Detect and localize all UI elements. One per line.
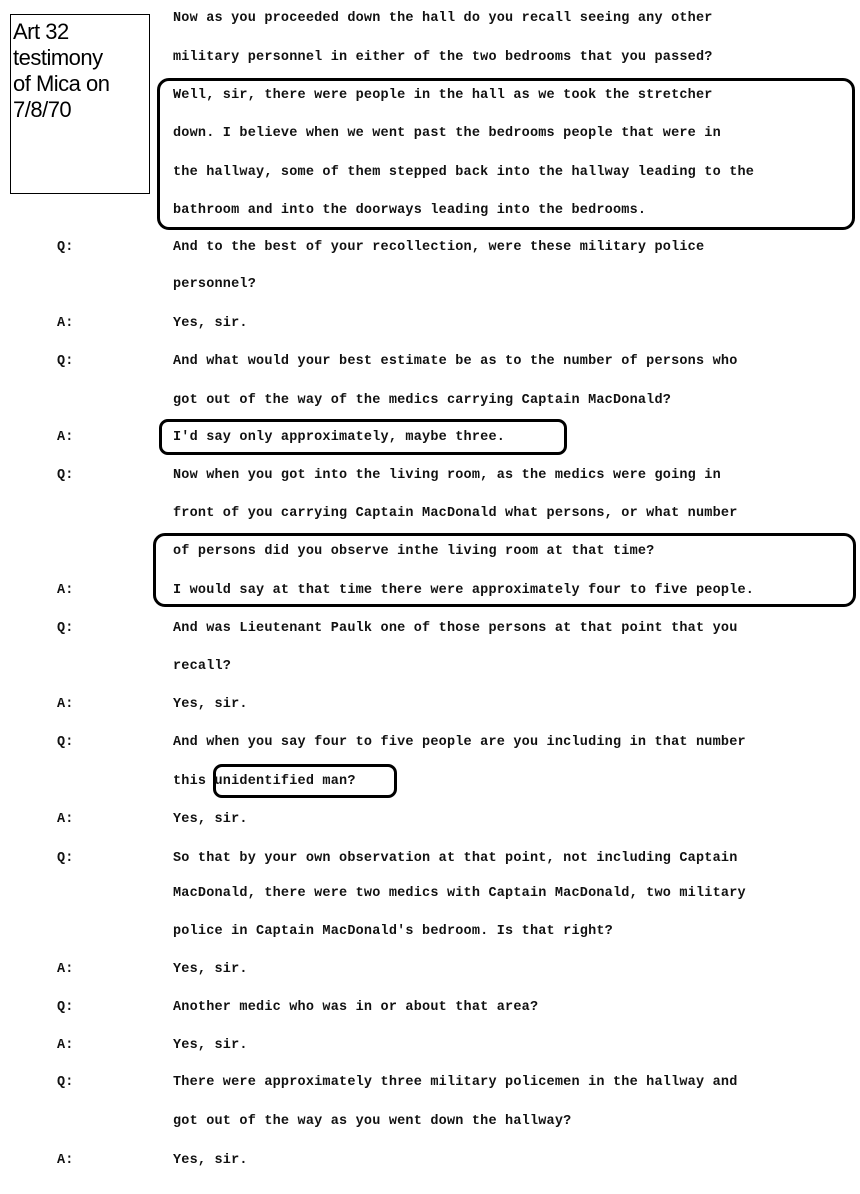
transcript-line: And what would your best estimate be as to the number of persons who	[173, 354, 738, 369]
transcript-line: personnel?	[173, 277, 257, 292]
transcript-line: I would say at that time there were approximately four to five people.	[173, 583, 755, 598]
speaker-label: Q:	[57, 354, 74, 369]
speaker-label: Q:	[57, 468, 74, 483]
speaker-label: A:	[57, 316, 74, 331]
transcript-line: Well, sir, there were people in the hall as we took the stretcher	[173, 88, 713, 103]
margin-note-line: 7/8/70	[13, 97, 72, 122]
speaker-label: A:	[57, 1153, 74, 1168]
transcript-line: got out of the way of the medics carrying Captain MacDonald?	[173, 393, 672, 408]
transcript-line: the hallway, some of them stepped back into the hallway leading to the	[173, 165, 755, 180]
transcript-line: Yes, sir.	[173, 1153, 248, 1168]
transcript-line: Yes, sir.	[173, 316, 248, 331]
speaker-label: Q:	[57, 621, 74, 636]
transcript-line: Yes, sir.	[173, 1038, 248, 1053]
transcript-line: And when you say four to five people are you including in that number	[173, 735, 746, 750]
transcript-line: Another medic who was in or about that area?	[173, 1000, 539, 1015]
transcript-line: front of you carrying Captain MacDonald what persons, or what number	[173, 506, 738, 521]
transcript-line: bathroom and into the doorways leading into the bedrooms.	[173, 203, 647, 218]
transcript-line: of persons did you observe inthe living room at that time?	[173, 544, 655, 559]
speaker-label: A:	[57, 962, 74, 977]
margin-note-line: Art 32	[13, 19, 69, 44]
transcript-line: There were approximately three military policemen in the hallway and	[173, 1075, 738, 1090]
speaker-label: Q:	[57, 735, 74, 750]
transcript-line: military personnel in either of the two bedrooms that you passed?	[173, 50, 713, 65]
margin-note-box	[10, 14, 150, 194]
speaker-label: A:	[57, 697, 74, 712]
transcript-line: Yes, sir.	[173, 697, 248, 712]
speaker-label: Q:	[57, 851, 74, 866]
transcript-line: recall?	[173, 659, 232, 674]
transcript-line: got out of the way as you went down the hallway?	[173, 1114, 572, 1129]
transcript-line: down. I believe when we went past the bedrooms people that were in	[173, 126, 721, 141]
transcript-line: So that by your own observation at that point, not including Captain	[173, 851, 738, 866]
transcript-line: And to the best of your recollection, were these military police	[173, 240, 705, 255]
transcript-line: Yes, sir.	[173, 962, 248, 977]
transcript-line: Now as you proceeded down the hall do you recall seeing any other	[173, 11, 713, 26]
speaker-label: A:	[57, 583, 74, 598]
transcript-line: Now when you got into the living room, as the medics were going in	[173, 468, 721, 483]
speaker-label: A:	[57, 812, 74, 827]
transcript-line: MacDonald, there were two medics with Captain MacDonald, two military	[173, 886, 746, 901]
speaker-label: A:	[57, 430, 74, 445]
transcript-line: this unidentified man?	[173, 774, 356, 789]
margin-note-line: of Mica on	[13, 71, 110, 96]
speaker-label: A:	[57, 1038, 74, 1053]
speaker-label: Q:	[57, 240, 74, 255]
transcript-line: I'd say only approximately, maybe three.	[173, 430, 506, 445]
speaker-label: Q:	[57, 1075, 74, 1090]
transcript-line: Yes, sir.	[173, 812, 248, 827]
transcript-line: And was Lieutenant Paulk one of those persons at that point that you	[173, 621, 738, 636]
speaker-label: Q:	[57, 1000, 74, 1015]
transcript-line: police in Captain MacDonald's bedroom. Is that right?	[173, 924, 613, 939]
margin-note-line: testimony	[13, 45, 103, 70]
